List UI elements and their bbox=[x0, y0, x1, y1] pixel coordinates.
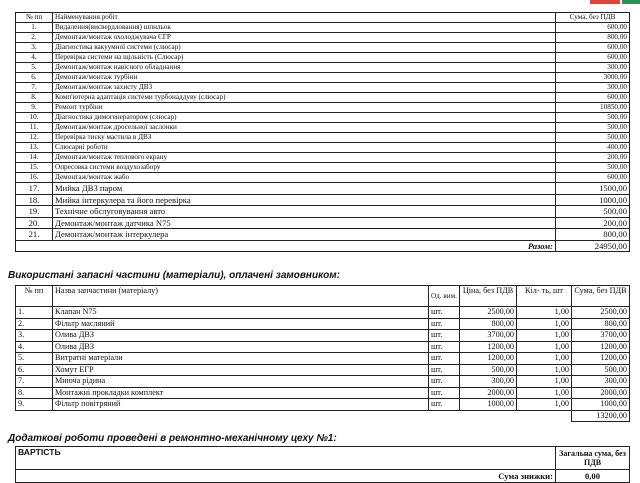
works-row-num: 6. bbox=[16, 73, 53, 83]
parts-row-name: Клапан N75 bbox=[53, 307, 429, 319]
works-row-num: 16. bbox=[16, 173, 53, 183]
works-row bbox=[16, 103, 630, 113]
parts-row-unit: шт. bbox=[429, 399, 460, 411]
works-row bbox=[16, 63, 630, 73]
works-row-name: Комп'ютерна адаптація системи турбонаддуву (слюсар) bbox=[53, 93, 556, 103]
works-row-name: Технічне обслуговування авто bbox=[53, 206, 556, 218]
works-row bbox=[16, 43, 630, 53]
parts-row bbox=[16, 364, 630, 376]
logo-red-bar bbox=[590, 0, 620, 4]
works-row-name: Опресовка системи воздухозабору bbox=[53, 163, 556, 173]
works-row-sum: 500,00 bbox=[556, 206, 630, 218]
parts-total-row bbox=[16, 410, 630, 422]
cost-label: ВАРТІСТЬ bbox=[16, 447, 556, 470]
works-row-name: Демонтаж/монтаж жабо bbox=[53, 173, 556, 183]
works-row-name: Перевірка системи на щільність (Слюсар) bbox=[53, 53, 556, 63]
works-row-name: Діагностика димогенератором (слюсар) bbox=[53, 113, 556, 123]
parts-row-name: Фільтр повітряний bbox=[53, 399, 429, 411]
works-row-sum: 600,00 bbox=[556, 23, 630, 33]
parts-row-unit: шт. bbox=[429, 387, 460, 399]
works-row bbox=[16, 53, 630, 63]
works-header-name: Найменування робіт bbox=[53, 13, 556, 23]
works-header-sum: Сума, без ПДВ bbox=[556, 13, 630, 23]
parts-row-price: 1200,00 bbox=[460, 353, 517, 365]
parts-row-sum: 2500,00 bbox=[572, 307, 630, 319]
parts-row-unit: шт. bbox=[429, 318, 460, 330]
works-row-name: Мийка ДВЗ паром bbox=[53, 183, 556, 195]
works-row-sum: 1500,00 bbox=[556, 183, 630, 195]
parts-row-qty: 1,00 bbox=[517, 330, 572, 342]
logo-fragment bbox=[590, 0, 640, 4]
works-row-num: 20. bbox=[16, 217, 53, 229]
works-row-name: Демонтаж/монтаж дросельної заслонки bbox=[53, 123, 556, 133]
works-row-sum: 300,00 bbox=[556, 63, 630, 73]
works-header-num: № пп bbox=[16, 13, 53, 23]
parts-row-price: 800,00 bbox=[460, 318, 517, 330]
works-row-num: 10. bbox=[16, 113, 53, 123]
works-row-sum: 500,00 bbox=[556, 123, 630, 133]
works-row bbox=[16, 73, 630, 83]
extra-section-title: Додаткові роботи проведені в ремонтно-механічному цеху №1: bbox=[8, 433, 337, 444]
works-row-name: Ремонт турбіни bbox=[53, 103, 556, 113]
works-row bbox=[16, 183, 630, 195]
works-row bbox=[16, 163, 630, 173]
works-row bbox=[16, 143, 630, 153]
parts-header-name: Назва запчастини (матеріалу) bbox=[53, 286, 429, 307]
works-row bbox=[16, 153, 630, 163]
parts-header-price: Ціна, без ПДВ bbox=[460, 286, 517, 307]
parts-row-sum: 1200,00 bbox=[572, 353, 630, 365]
parts-row-name: Хомут ЕГР bbox=[53, 364, 429, 376]
parts-row bbox=[16, 353, 630, 365]
works-row-sum: 600,00 bbox=[556, 43, 630, 53]
parts-row-name: Олива ДВЗ bbox=[53, 330, 429, 342]
parts-row-num: 9. bbox=[16, 399, 53, 411]
works-row-name: Демонтаж/монтаж захисту ДВЗ bbox=[53, 83, 556, 93]
works-row-name: Демонтаж/монтаж інтеркулера bbox=[53, 229, 556, 241]
parts-row-sum: 2000,00 bbox=[572, 387, 630, 399]
parts-header-sum: Сума, без ПДВ bbox=[572, 286, 630, 307]
works-row-num: 3. bbox=[16, 43, 53, 53]
works-row-num: 15. bbox=[16, 163, 53, 173]
works-row-num: 2. bbox=[16, 33, 53, 43]
works-row bbox=[16, 206, 630, 218]
parts-row bbox=[16, 341, 630, 353]
parts-row-name: Олива ДВЗ bbox=[53, 341, 429, 353]
cost-total-header: Загальна сума, без ПДВ bbox=[556, 447, 630, 470]
works-row-sum: 500,00 bbox=[556, 113, 630, 123]
parts-row-name: Витратні матеріали bbox=[53, 353, 429, 365]
parts-row-num: 8. bbox=[16, 387, 53, 399]
works-row-sum: 3000,00 bbox=[556, 73, 630, 83]
works-row-sum: 1000,00 bbox=[556, 194, 630, 206]
parts-row-qty: 1,00 bbox=[517, 376, 572, 388]
works-row bbox=[16, 123, 630, 133]
works-header-row bbox=[16, 13, 630, 23]
parts-row-num: 5. bbox=[16, 353, 53, 365]
discount-label: Сума знижки: bbox=[16, 470, 556, 483]
parts-row-price: 1000,00 bbox=[460, 399, 517, 411]
works-row-num: 8. bbox=[16, 93, 53, 103]
parts-row-unit: шт. bbox=[429, 353, 460, 365]
works-row-sum: 200,00 bbox=[556, 153, 630, 163]
works-row-sum: 300,00 bbox=[556, 83, 630, 93]
works-row bbox=[16, 133, 630, 143]
works-row bbox=[16, 23, 630, 33]
works-row-sum: 600,00 bbox=[556, 173, 630, 183]
parts-row-qty: 1,00 bbox=[517, 387, 572, 399]
parts-row-num: 7. bbox=[16, 376, 53, 388]
works-row-sum: 600,00 bbox=[556, 93, 630, 103]
works-row-name: Перевірка тиску мастила в ДВЗ bbox=[53, 133, 556, 143]
parts-row-qty: 1,00 bbox=[517, 307, 572, 319]
parts-total-value: 13200,00 bbox=[572, 410, 630, 422]
works-total-row bbox=[16, 240, 630, 252]
works-row bbox=[16, 113, 630, 123]
parts-row-name: Монтажні прокладки комплект bbox=[53, 387, 429, 399]
parts-row-sum: 500,00 bbox=[572, 364, 630, 376]
parts-row-qty: 1,00 bbox=[517, 353, 572, 365]
works-row-sum: 500,00 bbox=[556, 133, 630, 143]
works-total-value: 24950,00 bbox=[556, 240, 630, 252]
parts-row-price: 2500,00 bbox=[460, 307, 517, 319]
works-row bbox=[16, 229, 630, 241]
parts-row-qty: 1,00 bbox=[517, 364, 572, 376]
works-row-num: 18. bbox=[16, 194, 53, 206]
parts-row-num: 3. bbox=[16, 330, 53, 342]
works-row-name: Демонтаж/монтаж турбіни bbox=[53, 73, 556, 83]
parts-row-num: 2. bbox=[16, 318, 53, 330]
works-total-label: Разом: bbox=[16, 240, 556, 252]
parts-row-sum: 1000,00 bbox=[572, 399, 630, 411]
works-row bbox=[16, 217, 630, 229]
parts-row-sum: 800,00 bbox=[572, 318, 630, 330]
works-row-num: 19. bbox=[16, 206, 53, 218]
parts-row bbox=[16, 330, 630, 342]
parts-row-name: Миюча рідина bbox=[53, 376, 429, 388]
works-row-name: Слюсарні роботи bbox=[53, 143, 556, 153]
works-row bbox=[16, 173, 630, 183]
parts-row bbox=[16, 307, 630, 319]
discount-value: 0,00 bbox=[556, 470, 630, 483]
parts-row-price: 1200,00 bbox=[460, 341, 517, 353]
works-row-num: 11. bbox=[16, 123, 53, 133]
parts-section-title: Використані запасні частини (матеріали), оплачені замовником: bbox=[8, 270, 340, 281]
parts-header-qty: Кіл- ть, шт bbox=[517, 286, 572, 307]
works-row bbox=[16, 194, 630, 206]
works-row-num: 9. bbox=[16, 103, 53, 113]
parts-row-qty: 1,00 bbox=[517, 318, 572, 330]
works-row-sum: 600,00 bbox=[556, 53, 630, 63]
works-row-sum: 800,00 bbox=[556, 229, 630, 241]
parts-row-qty: 1,00 bbox=[517, 399, 572, 411]
works-row-sum: 400,00 bbox=[556, 143, 630, 153]
parts-row-unit: шт. bbox=[429, 341, 460, 353]
parts-row-name: Фільтр масляний bbox=[53, 318, 429, 330]
works-row-sum: 800,00 bbox=[556, 33, 630, 43]
works-row-num: 13. bbox=[16, 143, 53, 153]
parts-row-price: 300,00 bbox=[460, 376, 517, 388]
cost-header-row bbox=[16, 447, 630, 470]
works-row bbox=[16, 93, 630, 103]
parts-row-num: 1. bbox=[16, 307, 53, 319]
works-row-num: 17. bbox=[16, 183, 53, 195]
parts-row-unit: шт. bbox=[429, 330, 460, 342]
parts-row-sum: 3700,00 bbox=[572, 330, 630, 342]
parts-row-num: 4. bbox=[16, 341, 53, 353]
parts-row-unit: шт. bbox=[429, 364, 460, 376]
works-row-sum: 200,00 bbox=[556, 217, 630, 229]
works-row-num: 4. bbox=[16, 53, 53, 63]
parts-row-num: 6. bbox=[16, 364, 53, 376]
parts-row-unit: шт. bbox=[429, 376, 460, 388]
works-row-num: 1. bbox=[16, 23, 53, 33]
works-row-num: 12. bbox=[16, 133, 53, 143]
works-row-name: Демонтаж/монтаж навісного обладнання bbox=[53, 63, 556, 73]
works-row-name: Демонтаж/монтаж датчика N75 bbox=[53, 217, 556, 229]
works-row-num: 21. bbox=[16, 229, 53, 241]
cost-discount-row bbox=[16, 470, 630, 483]
cost-table bbox=[15, 446, 630, 483]
parts-row-sum: 1200,00 bbox=[572, 341, 630, 353]
parts-row-price: 2000,00 bbox=[460, 387, 517, 399]
parts-row bbox=[16, 318, 630, 330]
works-row-name: Демонтаж/монтаж охолоджувача ЄГР bbox=[53, 33, 556, 43]
works-row-name: Демонтаж/монтаж теплового екрану bbox=[53, 153, 556, 163]
works-row-num: 7. bbox=[16, 83, 53, 93]
parts-row bbox=[16, 376, 630, 388]
parts-row-sum: 300,00 bbox=[572, 376, 630, 388]
works-row-name: Видалення(висвердловання) шпильок bbox=[53, 23, 556, 33]
parts-header-num: № пп bbox=[16, 286, 53, 307]
works-row bbox=[16, 83, 630, 93]
parts-row-price: 500,00 bbox=[460, 364, 517, 376]
parts-row-unit: шт. bbox=[429, 307, 460, 319]
parts-header-row bbox=[16, 286, 630, 307]
logo-green-bar bbox=[622, 0, 640, 4]
parts-table bbox=[15, 285, 630, 422]
works-row-name: Діагностика вакуумної системи (слюсар) bbox=[53, 43, 556, 53]
works-table bbox=[15, 12, 630, 252]
works-row-sum: 500,00 bbox=[556, 163, 630, 173]
parts-row-price: 3700,00 bbox=[460, 330, 517, 342]
works-row-sum: 10850,00 bbox=[556, 103, 630, 113]
parts-header-unit: Од. вим. bbox=[429, 286, 460, 307]
parts-total-spacer bbox=[16, 410, 572, 422]
works-row-num: 14. bbox=[16, 153, 53, 163]
works-row bbox=[16, 33, 630, 43]
works-row-num: 5. bbox=[16, 63, 53, 73]
works-row-name: Мийка інтеркулера та його перевірка bbox=[53, 194, 556, 206]
parts-row bbox=[16, 387, 630, 399]
parts-row bbox=[16, 399, 630, 411]
parts-row-qty: 1,00 bbox=[517, 341, 572, 353]
